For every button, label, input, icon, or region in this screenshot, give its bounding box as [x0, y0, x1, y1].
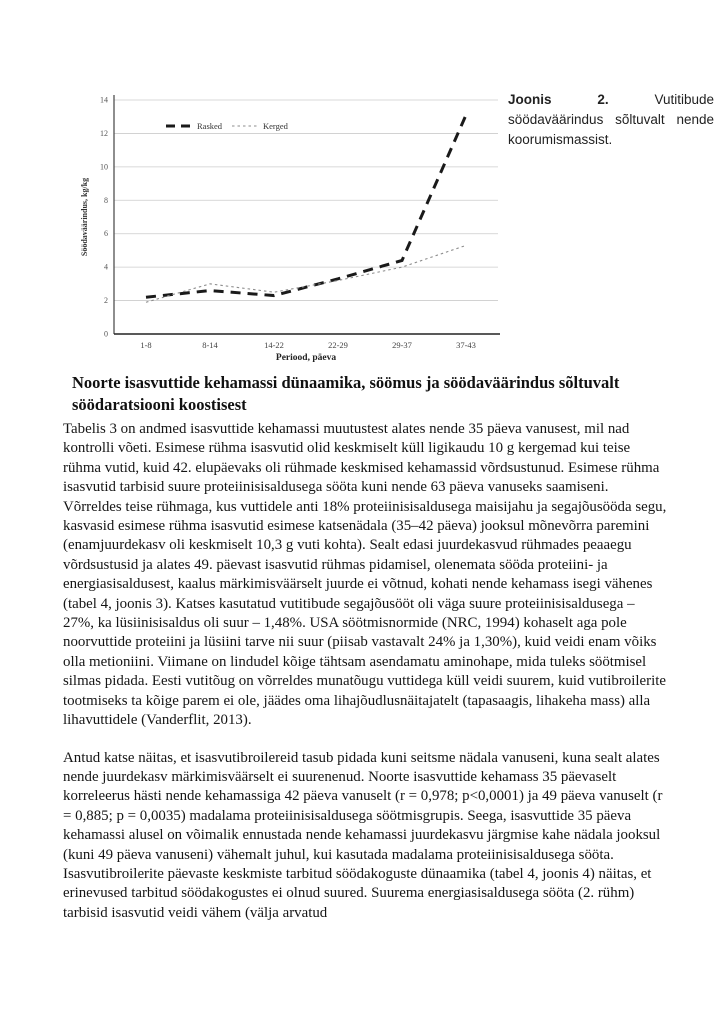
legend-label-kerged: Kerged: [263, 121, 288, 131]
paragraph-1: Tabelis 3 on andmed isasvuttide kehamassi muutustest alates nende 35 päeva vanusest, mil nad kontrolli võeti. Esimese rühma isasvutid olid keskmiselt küll ligikaudu 10 g kergemad kui teise rühma vutid, kuid 42. elupäevaks oli rühmade keskmised kehamassid võrdsustunud. Esimese rühma isasvutid tarbisid suure proteiinisisaldusega sööta kuni nende 63 päeva vanuseks saamiseni. Võrreldes teise rühmaga, kus vuttidele anti 18% proteiinisisaldusega maisijahu ja segajõusööda segu, kasvasid esimese rühma isasvutid esimese katsenädala (35–42 päeva) jooksul mõnevõrra paremini (enamjuurdekasv oli keskmiselt 10,3 g vuti kohta). Sealt edasi juurdekasvud rühmades peaaegu võrdsustusid ja alates 49. päevast isasvutid rühmas pidamisel, olenemata sööda proteiini- ja energiasisaldusest, kaalus märkimisväärselt juurde ei võtnud, kohati nende kehamass isegi vähenes (tabel 4, joonis 3). Katses kasutatud vutitibude segajõusööt oli väga suure proteiinisisaldusega – 27%, ka lüsiinisisaldus oli suur – 1,48%. USA söötmisnormide (NRC, 1994) kohaselt aga pole noorvuttide proteiini ja lüsiini tarve nii suur (piisab vastavalt 24% ja 1,30%), kuid veidi enam võiks olla metioniini. Viimane on lindudel kõige tähtsam asendamatu aminohape, mida tuleks söötmisel silmas pidada. Eesti vutitõug on võrreldes munatõugu vuttidega küll veidi suurem, kuid vutibroilerite tootmiseks ta kõige parem ei ole, jäädes oma lihajõudlusnäitajatelt (tapasaagis, lihakeha mass) alla lihavuttidele (Vanderflit, 2013).: [63, 421, 667, 729]
x-tick-label: 14-22: [264, 340, 284, 350]
x-tick-label: 1-8: [140, 340, 152, 350]
y-tick-label: 12: [100, 128, 108, 138]
series-rasked: [146, 115, 466, 297]
x-tick-label: 37-43: [456, 340, 476, 350]
y-tick-label: 6: [104, 229, 108, 239]
y-tick-label: 10: [100, 162, 108, 172]
figure-caption: [508, 90, 714, 150]
x-tick-label: 29-37: [392, 340, 412, 350]
x-axis-title: Periood, päeva: [275, 353, 337, 362]
y-tick-label: 0: [104, 329, 108, 339]
figure-caption-label: Joonis 2.: [508, 91, 609, 107]
y-tick-label: 2: [104, 296, 108, 306]
y-axis-title: Söödaväärindus, kg/kg: [80, 177, 89, 257]
paragraph-2: Antud katse näitas, et isasvutibroilereid tasub pidada kuni seitsme nädala vanuseni, kuna sealt alates nende juurdekasv märkimisväärselt ei suurenenud. Noorte isasvuttide kehamass 35 päevaselt korreleerus hästi nende kehamassiga 42 päeva vanuselt (r = 0,978; p<0,0001) ja 49 päeva vanuselt (r = 0,885; p = 0,0035) madalama proteiinisisaldusega söötmisgrupis. Seega, isasvuttide 35 päeva kehamassi alusel on võimalik ennustada nende kehamassi juurdekasvu järgmise kahe nädala jooksul (kuni 49 päeva vanuseni) vähemalt juhul, kui kasutada madalama proteiinisisaldusega sööta. Isasvutibroilerite päevaste keskmiste tarbitud söödakoguste dünaamika (tabel 4, joonis 4) näitas, et erinevused tarbitud söödakogustes ei olnud suured. Suurema energiasisaldusega sööta (2. rühm) tarbisid isasvutid veidi vähem (välja arvatud: [63, 749, 663, 921]
series-kerged: [146, 245, 466, 302]
feed-conversion-line-chart: [78, 88, 504, 362]
figure-caption-text: Vutitibude söödaväärindus sõltuvalt nende koorumismassist.: [508, 91, 714, 147]
y-tick-label: 4: [104, 262, 108, 272]
y-tick-label: 14: [100, 95, 108, 105]
feed-conversion-chart: [78, 88, 504, 362]
body-text: [63, 420, 667, 941]
y-tick-label: 8: [104, 195, 108, 205]
figure-block: [78, 76, 714, 362]
legend-label-rasked: Rasked: [197, 121, 223, 131]
section-heading: Noorte isasvuttide kehamassi dünaamika, söömus ja söödaväärindus sõltuvalt söödaratsiooni koostisest: [72, 373, 620, 414]
x-tick-label: 22-29: [328, 340, 348, 350]
x-tick-label: 8-14: [202, 340, 218, 350]
